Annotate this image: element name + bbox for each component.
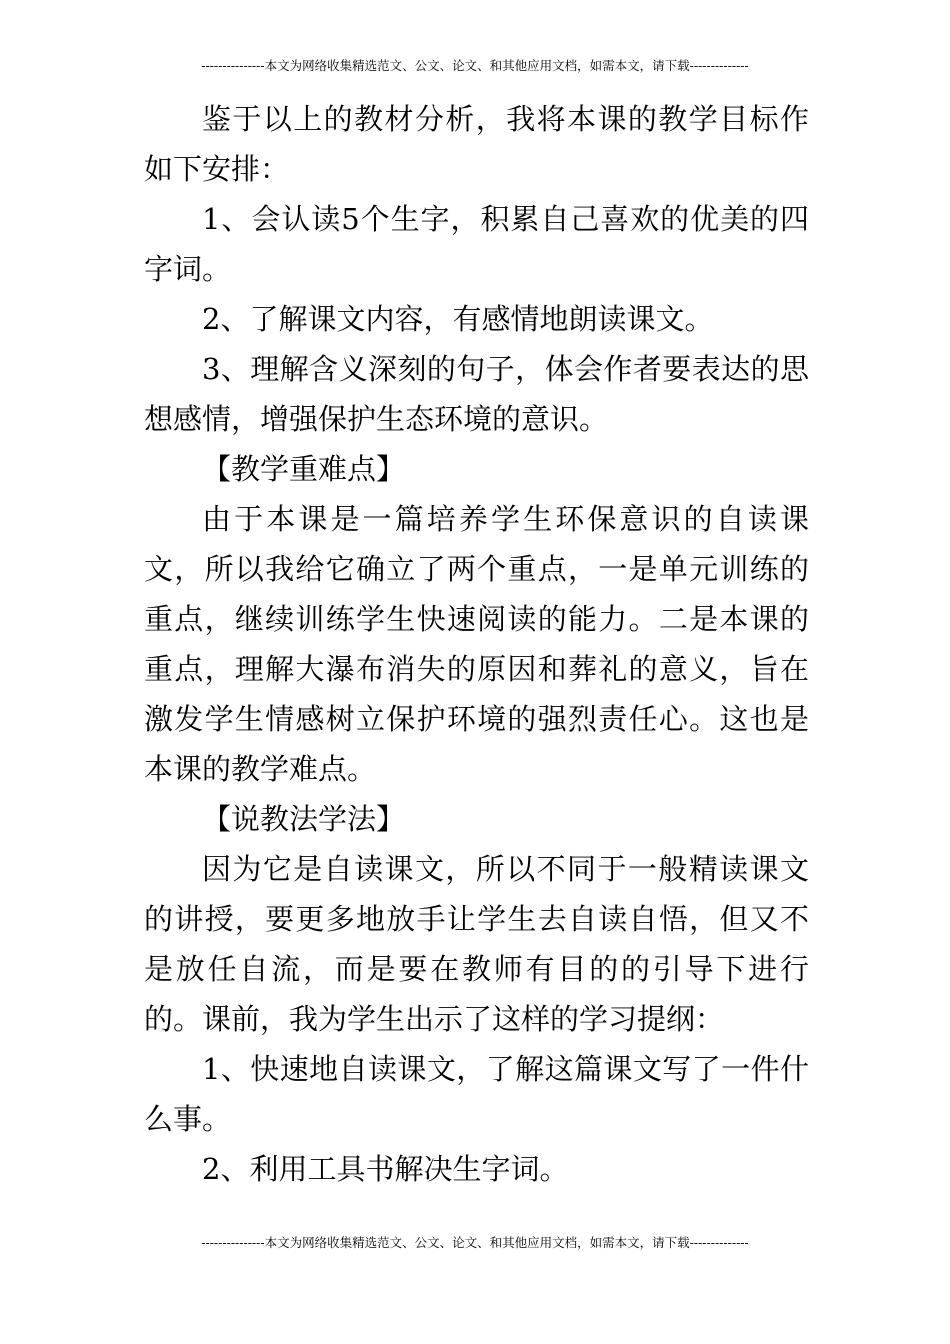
paragraph-objective-2: 2、了解课文内容，有感情地朗读课文。 (202, 302, 714, 336)
header-banner: ---------------本文为网络收集精选范文、公文、论文、和其他应用文档，如需本文，请下载-------------- (201, 58, 749, 73)
paragraph-methods: 因为它是自读课文，所以不同于一般精读课文的讲授，要更多地放手让学生去自读自悟，但又不是放任自流，而是要在教师有目的的引导下进行的。课前，我为学生出示了这样的学习提纲： (144, 852, 809, 1036)
section-heading-key-points: 【教学重难点】 (202, 452, 406, 486)
document-body (144, 94, 809, 1194)
paragraph-objective-3: 3、理解含义深刻的句子，体会作者要表达的思想感情，增强保护生态环境的意识。 (144, 352, 809, 436)
paragraph-objective-1: 1、会认读5个生字，积累自己喜欢的优美的四字词。 (144, 202, 809, 286)
footer-banner: ---------------本文为网络收集精选范文、公文、论文、和其他应用文档，如需本文，请下载-------------- (201, 1235, 749, 1250)
section-heading-methods: 【说教法学法】 (202, 802, 406, 836)
paragraph-key-points: 由于本课是一篇培养学生环保意识的自读课文，所以我给它确立了两个重点，一是单元训练的重点，继续训练学生快速阅读的能力。二是本课的重点，理解大瀑布消失的原因和葬礼的意义，旨在激发学生情感树立保护环境的强烈责任心。这也是本课的教学难点。 (144, 502, 809, 786)
paragraph-outline-2: 2、利用工具书解决生字词。 (202, 1152, 569, 1186)
paragraph-objectives-intro: 鉴于以上的教材分析，我将本课的教学目标作如下安排： (144, 102, 809, 186)
paragraph-outline-1: 1、快速地自读课文，了解这篇课文写了一件什么事。 (144, 1052, 809, 1136)
